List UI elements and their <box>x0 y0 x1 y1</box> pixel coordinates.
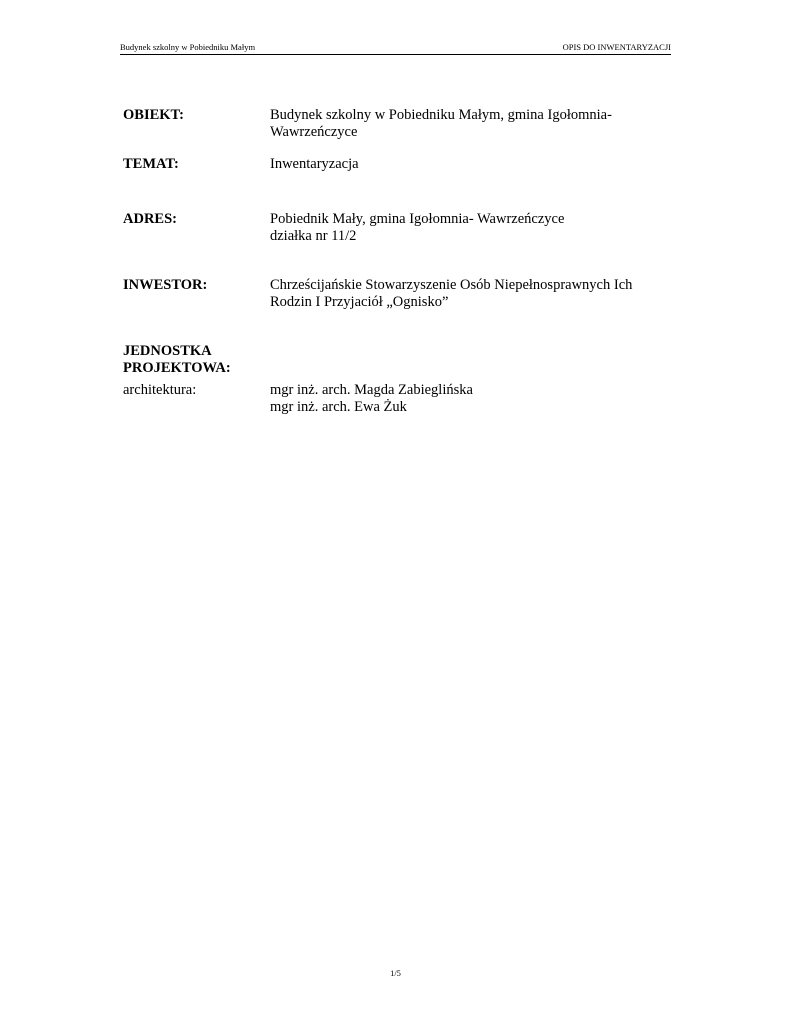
temat-value: Inwentaryzacja <box>270 156 359 172</box>
architektura-label: architektura: <box>123 382 197 398</box>
inwestor-value <box>270 277 632 311</box>
header-document-title: Budynek szkolny w Pobiedniku Małym <box>120 42 256 52</box>
page-number: 1/5 <box>390 968 401 978</box>
temat-label: TEMAT: <box>123 156 179 172</box>
adres-value-line-1: Pobiednik Mały, gmina Igołomnia- Wawrzeńczyce <box>270 211 565 227</box>
page-header <box>120 42 671 55</box>
obiekt-label: OBIEKT: <box>123 107 184 123</box>
adres-label: ADRES: <box>123 211 177 227</box>
architect-2: mgr inż. arch. Ewa Żuk <box>270 399 407 415</box>
obiekt-value <box>270 107 612 141</box>
inwestor-value-line-2: Rodzin I Przyjaciół „Ognisko” <box>270 294 449 310</box>
adres-value-line-2: działka nr 11/2 <box>270 228 357 244</box>
adres-value <box>270 211 564 245</box>
architect-1: mgr inż. arch. Magda Zabieglińska <box>270 382 473 398</box>
jednostka-label-line-1: JEDNOSTKA <box>123 343 212 359</box>
jednostka-label-line-2: PROJEKTOWA: <box>123 360 231 376</box>
jednostka-label <box>123 343 231 377</box>
inwestor-value-line-1: Chrześcijańskie Stowarzyszenie Osób Niepełnosprawnych Ich <box>270 277 633 293</box>
obiekt-value-line-2: Wawrzeńczyce <box>270 124 358 140</box>
architektura-value <box>270 382 473 416</box>
obiekt-value-line-1: Budynek szkolny w Pobiedniku Małym, gmina Igołomnia- <box>270 107 612 123</box>
inwestor-label: INWESTOR: <box>123 277 208 293</box>
header-section-title: OPIS DO INWENTARYZACJI <box>562 42 671 52</box>
